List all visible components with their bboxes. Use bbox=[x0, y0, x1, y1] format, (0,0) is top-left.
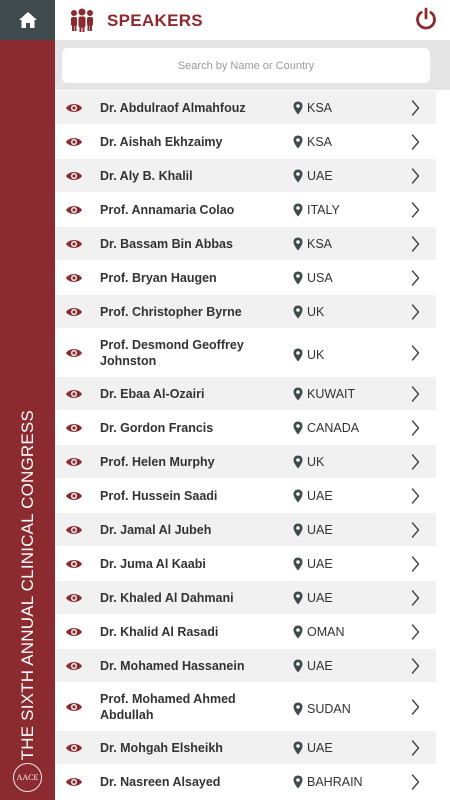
speaker-row[interactable] bbox=[55, 479, 436, 513]
speaker-row[interactable] bbox=[55, 261, 436, 295]
speaker-country: UAE bbox=[307, 740, 333, 755]
speaker-name: Dr. Juma Al Kaabi bbox=[100, 556, 206, 571]
speaker-row[interactable] bbox=[55, 227, 436, 261]
speaker-row[interactable] bbox=[55, 125, 436, 159]
eye-icon[interactable] bbox=[65, 388, 83, 400]
chevron-right-icon[interactable] bbox=[411, 345, 420, 361]
location-pin-icon bbox=[293, 455, 303, 469]
speaker-country: UAE bbox=[307, 488, 333, 503]
speaker-name: Dr. Aly B. Khalil bbox=[100, 168, 193, 183]
location-pin-icon bbox=[293, 741, 303, 755]
speaker-row[interactable] bbox=[55, 295, 436, 329]
speaker-country: UAE bbox=[307, 522, 333, 537]
congress-title bbox=[0, 90, 55, 760]
speaker-row[interactable] bbox=[55, 411, 436, 445]
aace-logo-text: AACE bbox=[16, 773, 39, 782]
chevron-right-icon[interactable] bbox=[411, 386, 420, 402]
chevron-right-icon[interactable] bbox=[411, 420, 420, 436]
speaker-row[interactable] bbox=[55, 329, 436, 377]
chevron-right-icon[interactable] bbox=[411, 488, 420, 504]
congress-title-text: THE SIXTH ANNUAL CLINICAL CONGRESS bbox=[17, 409, 37, 760]
speaker-country: ITALY bbox=[307, 202, 340, 217]
chevron-right-icon[interactable] bbox=[411, 522, 420, 538]
speaker-name: Prof. Christopher Byrne bbox=[100, 304, 242, 319]
home-button[interactable] bbox=[0, 0, 55, 40]
chevron-right-icon[interactable] bbox=[411, 658, 420, 674]
eye-icon[interactable] bbox=[65, 660, 83, 672]
speaker-name: Dr. Aishah Ekhzaimy bbox=[100, 134, 223, 149]
speaker-country: SUDAN bbox=[307, 701, 351, 716]
chevron-right-icon[interactable] bbox=[411, 236, 420, 252]
speaker-name: Prof. Mohamed Ahmed Abdullah bbox=[100, 691, 236, 722]
location-pin-icon bbox=[293, 237, 303, 251]
aace-logo bbox=[13, 763, 42, 792]
speaker-name: Dr. Abdulraof Almahfouz bbox=[100, 100, 246, 115]
chevron-right-icon[interactable] bbox=[411, 740, 420, 756]
speaker-name: Dr. Mohamed Hassanein bbox=[100, 658, 245, 673]
speaker-country: KSA bbox=[307, 236, 333, 251]
speaker-row[interactable] bbox=[55, 615, 436, 649]
speaker-name: Prof. Annamaria Colao bbox=[100, 202, 235, 217]
speaker-country: USA bbox=[307, 270, 333, 285]
eye-icon[interactable] bbox=[65, 422, 83, 434]
eye-icon[interactable] bbox=[65, 347, 83, 359]
speaker-row[interactable] bbox=[55, 513, 436, 547]
speaker-row[interactable] bbox=[55, 547, 436, 581]
chevron-right-icon[interactable] bbox=[411, 590, 420, 606]
chevron-right-icon[interactable] bbox=[411, 774, 420, 790]
chevron-right-icon[interactable] bbox=[411, 100, 420, 116]
eye-icon[interactable] bbox=[65, 102, 83, 114]
people-icon bbox=[69, 8, 95, 32]
chevron-right-icon[interactable] bbox=[411, 304, 420, 320]
sidebar bbox=[0, 0, 55, 800]
speaker-list bbox=[55, 91, 436, 799]
eye-icon[interactable] bbox=[65, 456, 83, 468]
location-pin-icon bbox=[293, 625, 303, 639]
speaker-country: UK bbox=[307, 304, 325, 319]
location-pin-icon bbox=[293, 489, 303, 503]
search-bar bbox=[55, 40, 450, 90]
eye-icon[interactable] bbox=[65, 592, 83, 604]
speaker-name: Dr. Mohgah Elsheikh bbox=[100, 740, 223, 755]
chevron-right-icon[interactable] bbox=[411, 134, 420, 150]
eye-icon[interactable] bbox=[65, 238, 83, 250]
speaker-country: UAE bbox=[307, 658, 333, 673]
speaker-name: Dr. Ebaa Al-Ozairi bbox=[100, 386, 205, 401]
speaker-name: Dr. Nasreen Alsayed bbox=[100, 774, 221, 789]
speaker-name: Prof. Hussein Saadi bbox=[100, 488, 218, 503]
speaker-row[interactable] bbox=[55, 445, 436, 479]
location-pin-icon bbox=[293, 557, 303, 571]
location-pin-icon bbox=[293, 271, 303, 285]
eye-icon[interactable] bbox=[65, 776, 83, 788]
speaker-row[interactable] bbox=[55, 765, 436, 799]
location-pin-icon bbox=[293, 659, 303, 673]
location-pin-icon bbox=[293, 203, 303, 217]
page-title: SPEAKERS bbox=[107, 11, 203, 30]
chevron-right-icon[interactable] bbox=[411, 556, 420, 572]
location-pin-icon bbox=[293, 421, 303, 435]
speaker-name: Dr. Gordon Francis bbox=[100, 420, 214, 435]
speaker-country: BAHRAIN bbox=[307, 774, 363, 789]
eye-icon[interactable] bbox=[65, 490, 83, 502]
speaker-row[interactable] bbox=[55, 193, 436, 227]
speaker-country: UAE bbox=[307, 590, 333, 605]
speaker-country: UAE bbox=[307, 556, 333, 571]
speaker-country: KUWAIT bbox=[307, 386, 356, 401]
eye-icon[interactable] bbox=[65, 306, 83, 318]
eye-icon[interactable] bbox=[65, 701, 83, 713]
speaker-country: UK bbox=[307, 347, 325, 362]
speaker-row[interactable] bbox=[55, 159, 436, 193]
speaker-row[interactable] bbox=[55, 581, 436, 615]
eye-icon[interactable] bbox=[65, 136, 83, 148]
location-pin-icon bbox=[293, 169, 303, 183]
location-pin-icon bbox=[293, 305, 303, 319]
speaker-row[interactable] bbox=[55, 731, 436, 765]
speaker-country: UK bbox=[307, 454, 325, 469]
search-input[interactable] bbox=[62, 48, 430, 83]
location-pin-icon bbox=[293, 523, 303, 537]
chevron-right-icon[interactable] bbox=[411, 454, 420, 470]
location-pin-icon bbox=[293, 101, 303, 115]
speaker-country: UAE bbox=[307, 168, 333, 183]
logout-button[interactable] bbox=[414, 7, 438, 36]
eye-icon[interactable] bbox=[65, 742, 83, 754]
location-pin-icon bbox=[293, 387, 303, 401]
location-pin-icon bbox=[293, 591, 303, 605]
eye-icon[interactable] bbox=[65, 524, 83, 536]
chevron-right-icon[interactable] bbox=[411, 168, 420, 184]
eye-icon[interactable] bbox=[65, 272, 83, 284]
speaker-row[interactable] bbox=[55, 649, 436, 683]
speaker-name: Prof. Helen Murphy bbox=[100, 454, 215, 469]
speaker-name: Dr. Khaled Al Dahmani bbox=[100, 590, 234, 605]
speaker-name: Dr. Jamal Al Jubeh bbox=[100, 522, 212, 537]
location-pin-icon bbox=[293, 702, 303, 716]
speaker-country: KSA bbox=[307, 100, 333, 115]
speaker-country: KSA bbox=[307, 134, 333, 149]
eye-icon[interactable] bbox=[65, 170, 83, 182]
chevron-right-icon[interactable] bbox=[411, 270, 420, 286]
eye-icon[interactable] bbox=[65, 558, 83, 570]
chevron-right-icon[interactable] bbox=[411, 624, 420, 640]
speaker-name: Dr. Khalid Al Rasadi bbox=[100, 624, 219, 639]
chevron-right-icon[interactable] bbox=[411, 202, 420, 218]
power-icon bbox=[414, 7, 438, 31]
location-pin-icon bbox=[293, 348, 303, 362]
eye-icon[interactable] bbox=[65, 626, 83, 638]
speaker-row[interactable] bbox=[55, 683, 436, 731]
speaker-name: Prof. Desmond Geoffrey Johnston bbox=[100, 337, 244, 368]
home-icon bbox=[18, 11, 38, 29]
location-pin-icon bbox=[293, 135, 303, 149]
chevron-right-icon[interactable] bbox=[411, 699, 420, 715]
speaker-country: CANADA bbox=[307, 420, 360, 435]
location-pin-icon bbox=[293, 775, 303, 789]
header bbox=[55, 0, 450, 40]
eye-icon[interactable] bbox=[65, 204, 83, 216]
speaker-row[interactable] bbox=[55, 91, 436, 125]
speaker-row[interactable] bbox=[55, 377, 436, 411]
speaker-name: Dr. Bassam Bin Abbas bbox=[100, 236, 233, 251]
speaker-name: Prof. Bryan Haugen bbox=[100, 270, 217, 285]
speaker-country: OMAN bbox=[307, 624, 345, 639]
